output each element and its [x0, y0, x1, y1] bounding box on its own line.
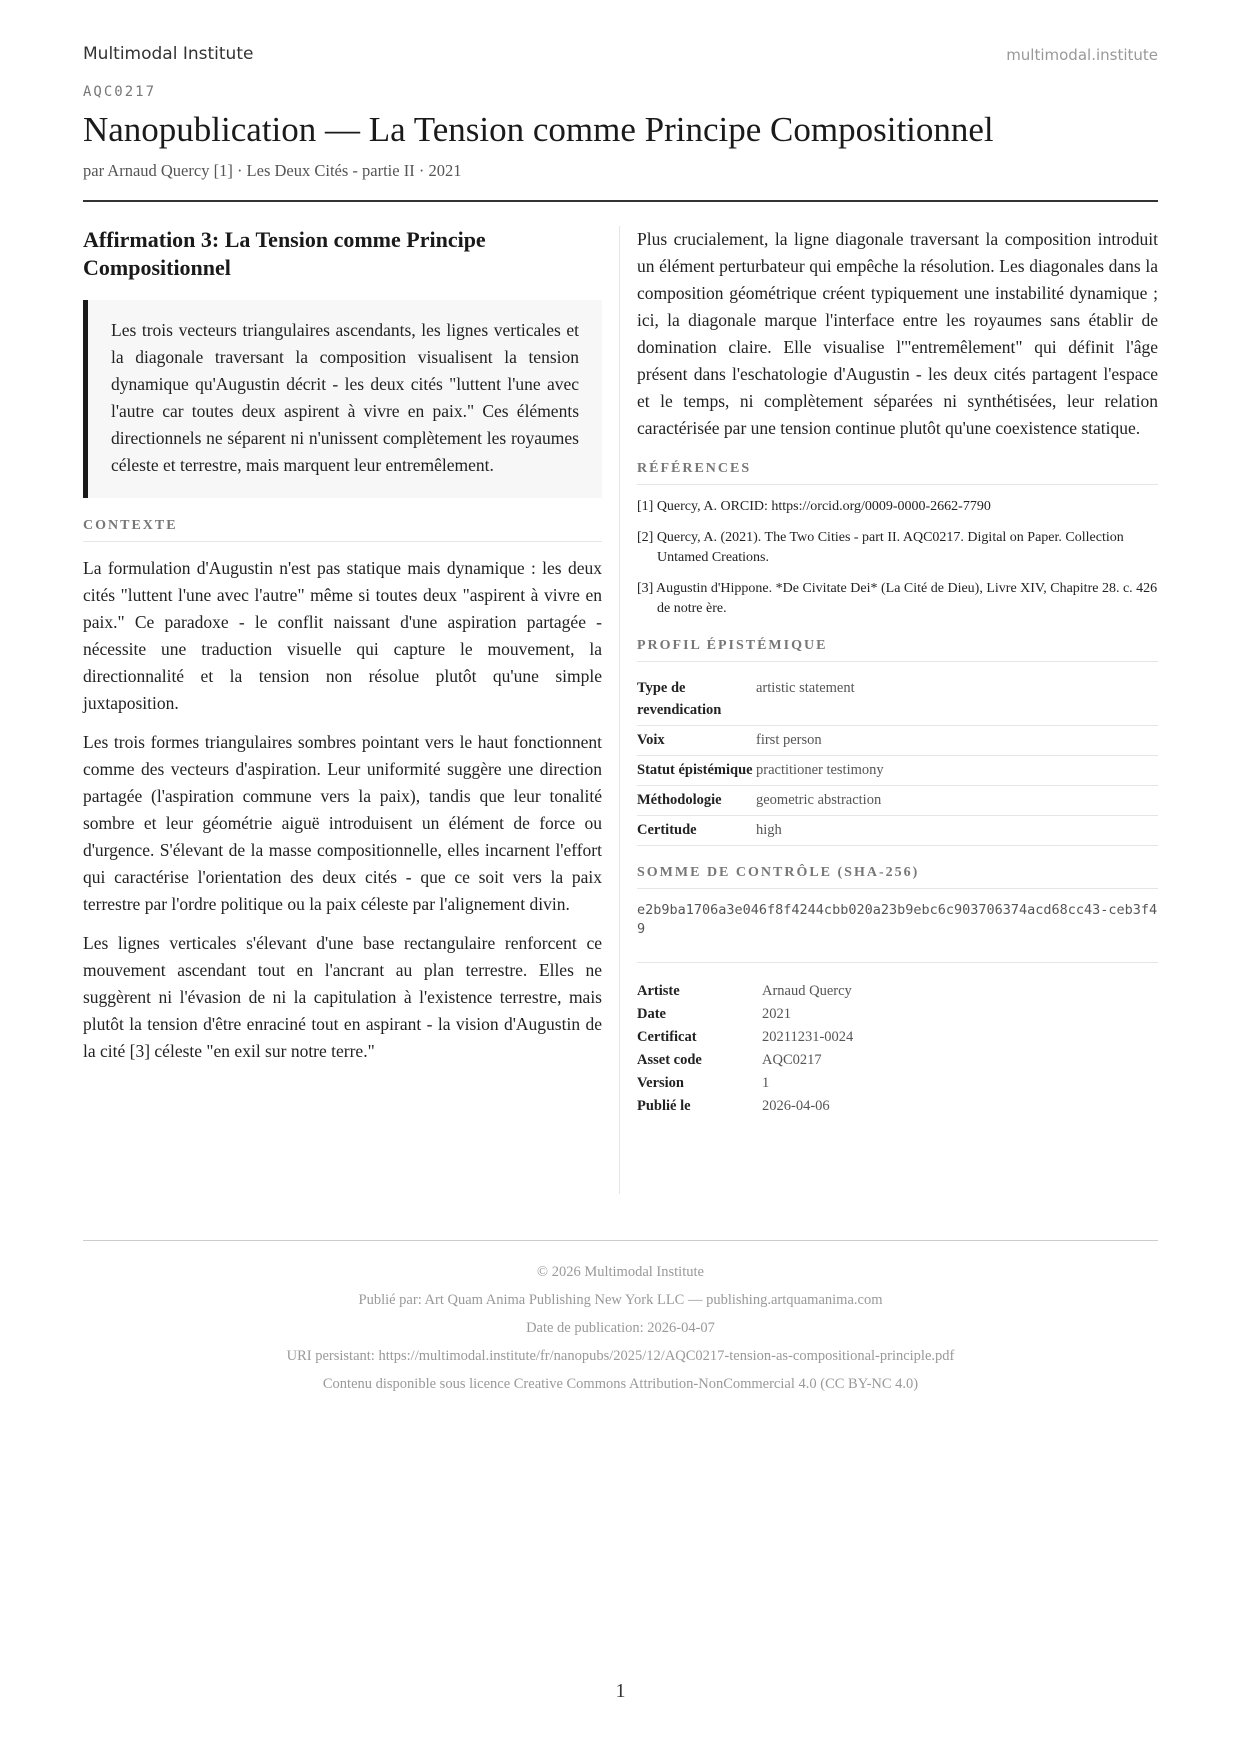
- context-paragraph-3: Les lignes verticales s'élevant d'une base rectangulaire renforcent ce mouvement ascendant tout en l'ancrant au plan terrestre. Elles ne suggèrent ni l'évasion de ni la capitulation à l'existence terrestre, mais plutôt la tension d'être enraciné tout en aspirant - la vision d'Augustin de la cité [3] céleste "en exil sur notre terre.": [83, 933, 602, 1061]
- document-page: [83, 0, 1158, 1754]
- references-heading: RÉFÉRENCES: [637, 461, 1158, 485]
- context-paragraph-2: Les trois formes triangulaires sombres pointant vers le haut fonctionnent comme des vecteurs d'aspiration. Leur uniformité suggère une direction partagée (l'aspiration commune vers la paix), tandis que leur tonalité sombre et leur géométrie aiguë introduisent un élément de force ou d'urgence. S'élevant de la masse compositionnelle, elles incarnent l'effort qui caractérise l'orientation des deux cités - que ce soit vers la paix terrestre par l'ordre politique ou la paix céleste par l'alignement divin.: [83, 732, 602, 914]
- profile-value: geometric abstraction: [756, 786, 1158, 816]
- profile-row: [637, 786, 1158, 816]
- institute-site: multimodal.institute: [1006, 46, 1158, 64]
- meta-row: [637, 1072, 1158, 1095]
- context-paragraph-1: La formulation d'Augustin n'est pas statique mais dynamique : les deux cités "luttent l'une avec l'autre" même si toutes deux "aspirent à vivre en paix." Ce paradoxe - le conflit naissant d'une aspiration partagée - nécessite une traduction visuelle qui capture le mouvement, la directionnalité et la tension non résolue plutôt qu'une simple juxtaposition.: [83, 558, 602, 713]
- profile-key: Voix: [637, 726, 756, 756]
- profile-key: Certitude: [637, 816, 756, 846]
- profile-value: first person: [756, 726, 1158, 756]
- profile-heading: PROFIL ÉPISTÉMIQUE: [637, 638, 1158, 662]
- footer-pubdate: Date de publication: 2026-04-07: [526, 1320, 715, 1336]
- claim-heading: Affirmation 3: La Tension comme Principe Compositionnel: [83, 227, 486, 280]
- meta-row: [637, 1095, 1158, 1118]
- page-number: 1: [615, 1680, 626, 1702]
- metadata-table: [637, 980, 1158, 1118]
- profile-row: [637, 726, 1158, 756]
- meta-value: 1: [762, 1075, 770, 1091]
- profile-key: Méthodologie: [637, 786, 756, 816]
- meta-key: Version: [637, 1075, 684, 1091]
- byline: par Arnaud Quercy [1] · Les Deux Cités - partie II · 2021: [83, 161, 462, 180]
- meta-row: [637, 980, 1158, 1003]
- profile-value: artistic statement: [756, 674, 1158, 726]
- profile-row: [637, 674, 1158, 726]
- meta-row: [637, 1003, 1158, 1026]
- reference-item-1: [1] Quercy, A. ORCID: https://orcid.org/0009-0000-2662-7790: [637, 499, 991, 514]
- reference-item-3: [3] Augustin d'Hippone. *De Civitate Dei* (La Cité de Dieu), Livre XIV, Chapitre 28. c. 426 de notre ère.: [637, 581, 1158, 616]
- meta-key: Date: [637, 1006, 666, 1022]
- context-paragraph-4: Plus crucialement, la ligne diagonale traversant la composition introduit un élément perturbateur qui empêche la résolution. Les diagonales dans la composition géométrique créent typiquement une instabilité dynamique ; ici, la diagonale marque l'interface entre les royaumes sans établir de domination claire. Elle visualise l'"entremêlement" qui définit l'âge présent dans l'eschatologie d'Augustin - les deux cités partagent l'espace et le temps, ni complètement séparées ni synthétisées, leur relation caractérisée par une tension continue plutôt qu'une coexistence statique.: [637, 229, 1158, 438]
- checksum-heading: SOMME DE CONTRÔLE (SHA-256): [637, 865, 1158, 889]
- column-divider: [619, 226, 620, 1194]
- meta-key: Artiste: [637, 983, 680, 999]
- context-continuation: [637, 226, 1158, 442]
- profile-row: [637, 816, 1158, 846]
- page-title: Nanopublication — La Tension comme Principe Compositionnel: [83, 110, 994, 149]
- footer-publisher: Publié par: Art Quam Anima Publishing New York LLC — publishing.artquamanima.com: [358, 1292, 883, 1308]
- meta-key: Certificat: [637, 1029, 697, 1045]
- meta-value: Arnaud Quercy: [762, 983, 852, 999]
- meta-key: Asset code: [637, 1052, 702, 1068]
- meta-value: 2021: [762, 1006, 791, 1022]
- meta-row: [637, 1049, 1158, 1072]
- meta-value: 2026-04-06: [762, 1098, 830, 1114]
- meta-key: Publié le: [637, 1098, 691, 1114]
- claim-quote: Les trois vecteurs triangulaires ascendants, les lignes verticales et la diagonale traversant la composition visualisent la tension dynamique qu'Augustin décrit - les deux cités "luttent l'une avec l'autre car toutes deux aspirent à vivre en paix." Ces éléments directionnels ne séparent ni n'unissent complètement les royaumes céleste et terrestre, mais marquent leur entremêlement.: [83, 300, 602, 498]
- footer-divider: [83, 1240, 1158, 1241]
- profile-key: Type de revendication: [637, 674, 756, 726]
- asset-code: AQC0217: [83, 84, 157, 100]
- left-column: [83, 226, 602, 1077]
- footer-license: Contenu disponible sous licence Creative Commons Attribution-NonCommercial 4.0 (CC BY-NC 4.0): [322, 1376, 919, 1392]
- context-body: [83, 555, 602, 1065]
- right-column: [637, 226, 1158, 1118]
- profile-value: high: [756, 816, 1158, 846]
- references-list: [637, 497, 1158, 619]
- profile-value: practitioner testimony: [756, 756, 1158, 786]
- page-footer: [83, 1258, 1158, 1398]
- footer-copyright: © 2026 Multimodal Institute: [537, 1264, 704, 1280]
- footer-uri: URI persistant: https://multimodal.institute/fr/nanopubs/2025/12/AQC0217-tension-as-compositional-principle.pdf: [286, 1348, 955, 1364]
- meta-value: AQC0217: [762, 1052, 822, 1068]
- institute-name: Multimodal Institute: [83, 44, 254, 64]
- profile-key: Statut épistémique: [637, 756, 756, 786]
- checksum-value: e2b9ba1706a3e046f8f4244cbb020a23b9ebc6c903706374acd68cc43-ceb3f49: [637, 901, 1158, 963]
- reference-item-2: [2] Quercy, A. (2021). The Two Cities - part II. AQC0217. Digital on Paper. Collection Untamed Creations.: [637, 530, 1124, 565]
- meta-value: 20211231-0024: [762, 1029, 854, 1045]
- header-divider: [83, 200, 1158, 202]
- epistemic-profile-table: [637, 674, 1158, 846]
- running-header: [83, 44, 1158, 68]
- meta-row: [637, 1026, 1158, 1049]
- profile-row: [637, 756, 1158, 786]
- context-heading: CONTEXTE: [83, 518, 602, 542]
